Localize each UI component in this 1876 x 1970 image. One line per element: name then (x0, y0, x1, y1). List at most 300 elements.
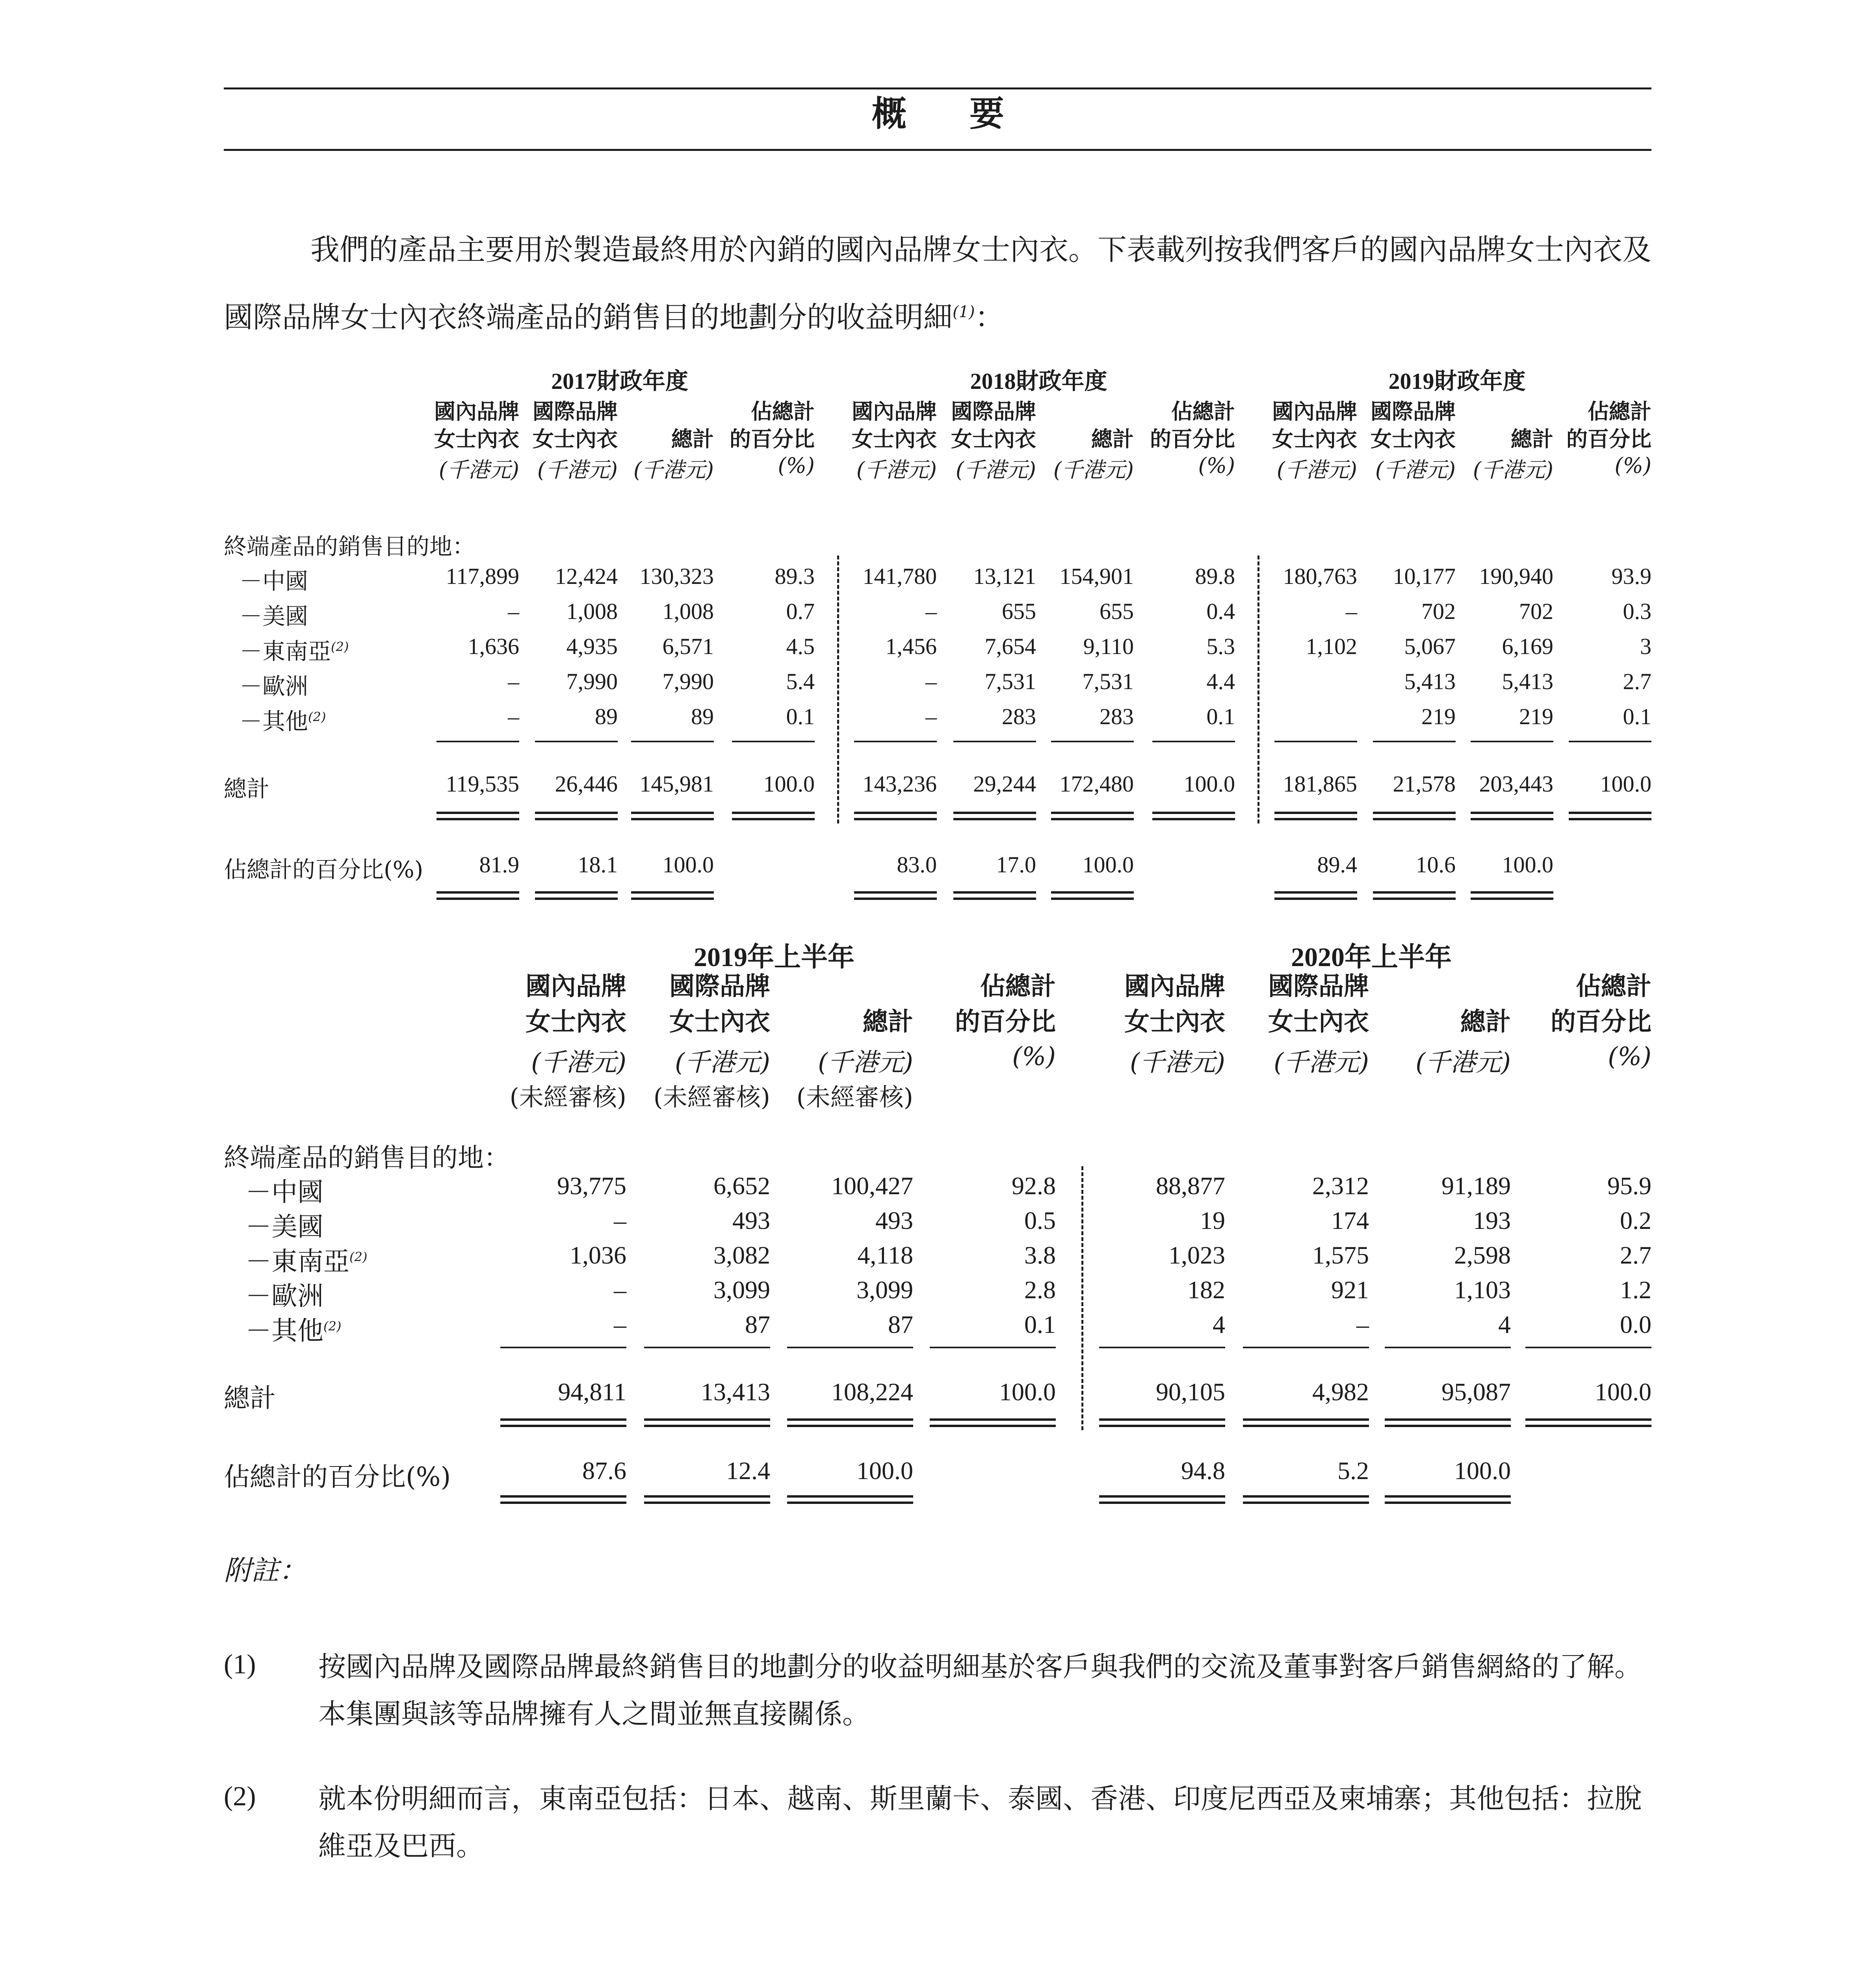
note-1-number: (1) (224, 1649, 256, 1680)
table1-rule-pct-a-c2 (631, 891, 714, 894)
table1-cell-r0-c5: 13,121 (973, 563, 1036, 589)
table1-cell-r3-c5: 7,531 (984, 669, 1036, 694)
table1-rule-pct-b-c10 (1471, 898, 1553, 900)
table1-cell-r4-c1: 89 (595, 704, 618, 729)
table2-row-label-sea-text: －東南亞 (245, 1246, 349, 1277)
table1-cell-r2-c1: 4,935 (566, 634, 618, 659)
table2-total-c7: 100.0 (1595, 1378, 1651, 1406)
table2-rule-pct-a-c2 (787, 1495, 913, 1498)
table2-total-c4: 90,105 (1156, 1378, 1225, 1406)
table1-rule-pct-a-c5 (953, 891, 1036, 894)
table1-rule-total-b-c5 (953, 818, 1036, 820)
table2-col-6-unit: (千港元) (1415, 1048, 1511, 1077)
table1-rule-total-a-c2 (631, 812, 714, 814)
table2-cell-r4-c7: 0.0 (1620, 1310, 1651, 1338)
table1-cell-r4-c4: – (925, 704, 937, 729)
table1-row-label-china-text: －中國 (240, 568, 308, 595)
table2-cell-r1-c4: 19 (1200, 1206, 1225, 1234)
table1-rule-total-b-c7 (1152, 818, 1235, 820)
table1-cell-r3-c6: 7,531 (1082, 669, 1134, 694)
table1-total-c5: 29,244 (973, 771, 1036, 797)
table2-rule-total-a-c0 (500, 1418, 626, 1421)
table2-col-4-header-line-0: 國內品牌 (1124, 972, 1225, 1001)
table2-cell-r3-c2: 3,099 (856, 1276, 913, 1304)
table2-rule-total-a-c1 (644, 1418, 770, 1421)
table2-col-7-unit: (%) (1608, 1042, 1651, 1071)
table1-rule-total-a-c4 (854, 812, 937, 814)
table2-total-c5: 4,982 (1312, 1378, 1369, 1406)
table2-cell-r4-c5: – (1356, 1310, 1369, 1338)
table2-total-c0: 94,811 (558, 1378, 626, 1406)
table1-cell-r0-c3: 89.3 (775, 563, 815, 589)
table1-cell-r4-c6: 283 (1100, 704, 1134, 729)
table1-col-3-header-line-1: 的百分比 (730, 426, 815, 452)
table1-rule-sub-c6 (1051, 741, 1134, 742)
table1-period-0: 2017財政年度 (551, 368, 688, 394)
table1-rule-sub-c0 (436, 741, 519, 742)
table2-cell-r1-c6: 193 (1473, 1206, 1511, 1234)
table2-rule-pct-b-c1 (644, 1502, 770, 1504)
table1-cell-r0-c9: 10,177 (1393, 563, 1456, 589)
table1-rule-total-a-c5 (953, 812, 1036, 814)
table1-rule-pct-a-c0 (436, 891, 519, 894)
page-title: 概要 (871, 93, 1067, 134)
table1-cell-r2-c9: 5,067 (1404, 634, 1456, 659)
table2-rule-total-a-c7 (1525, 1418, 1651, 1421)
table1-cell-r1-c0: – (508, 598, 519, 624)
table2-col-2-unit: (千港元) (818, 1048, 913, 1077)
note-2-number: (2) (224, 1781, 256, 1812)
table1-rule-total-b-c4 (854, 818, 937, 820)
table1-pct-c6: 100.0 (1082, 852, 1134, 877)
table1-pct-c2: 100.0 (662, 852, 714, 877)
table1-rule-sub-c9 (1373, 741, 1456, 742)
table1-pct-c4: 83.0 (897, 852, 937, 877)
table1-row-label-usa (240, 598, 308, 631)
table2-rule-total-b-c0 (500, 1425, 626, 1427)
table2-rule-pct-a-c0 (500, 1495, 626, 1498)
table2-col-0-header-line-1: 女士內衣 (526, 1007, 626, 1037)
table1-rule-total-a-c3 (732, 812, 815, 814)
table1-rule-total-b-c0 (436, 818, 519, 820)
table1-cell-r4-c3: 0.1 (786, 704, 815, 729)
table1-rule-total-a-c11 (1569, 812, 1651, 814)
table2-pct-c1: 12.4 (726, 1457, 770, 1485)
table1-cell-r2-c6: 9,110 (1083, 634, 1134, 659)
table1-col-4-unit: (千港元) (856, 457, 937, 482)
table1-rule-sub-c8 (1274, 741, 1357, 742)
table2-rule-total-a-c6 (1385, 1418, 1511, 1421)
table1-cell-r3-c3: 5.4 (786, 669, 815, 694)
table1-cell-r0-c4: 141,780 (862, 563, 937, 589)
table1-total-c6: 172,480 (1059, 771, 1134, 797)
table1-cell-r3-c0: – (508, 669, 519, 694)
table1-rule-sub-c10 (1471, 741, 1553, 742)
table2-cell-r0-c5: 2,312 (1312, 1172, 1369, 1200)
table2-col-5-header-line-0: 國際品牌 (1268, 972, 1369, 1001)
table1-col-0-unit: (千港元) (438, 457, 519, 482)
table2-pct-c4: 94.8 (1181, 1457, 1225, 1485)
table1-row-label-others (240, 703, 326, 736)
note-1-text: 按國內品牌及國際品牌最終銷售目的地劃分的收益明細基於客戶與我們的交流及董事對客戶銷售網絡的了解。本集團與該等品牌擁有人之間並無直接關係。 (318, 1650, 1642, 1730)
table2-pct-c0: 87.6 (582, 1457, 626, 1485)
table1-total-c8: 181,865 (1283, 771, 1357, 797)
table1-col-8-header-line-1: 女士內衣 (1272, 426, 1357, 452)
table1-rule-total-a-c10 (1471, 812, 1553, 814)
table2-cell-r2-c1: 3,082 (713, 1241, 770, 1269)
table1-cell-r0-c2: 130,323 (639, 563, 714, 589)
table1-rule-sub-c11 (1569, 741, 1651, 742)
table1-col-6-unit: (千港元) (1053, 457, 1134, 482)
table1-rule-total-a-c1 (535, 812, 618, 814)
table1-pct-c5: 17.0 (996, 852, 1036, 877)
table1-cell-r4-c2: 89 (691, 704, 714, 729)
table1-cell-r4-c11: 0.1 (1623, 704, 1651, 729)
table2-rule-total-a-c4 (1099, 1418, 1225, 1421)
table1-col-3-header-line-0: 佔總計 (751, 399, 815, 424)
table2-rule-sub-c3 (930, 1347, 1056, 1348)
table2-section-label: 終端產品的銷售目的地： (224, 1143, 510, 1173)
table2-row-label-china-text: －中國 (245, 1177, 323, 1207)
intro-note-ref: (1) (953, 303, 975, 321)
table1-cell-r3-c11: 2.7 (1623, 669, 1651, 694)
table2-total-c3: 100.0 (999, 1378, 1056, 1406)
table1-rule-total-a-c6 (1051, 812, 1134, 814)
table2-cell-r2-c6: 2,598 (1454, 1241, 1511, 1269)
table1-cell-r1-c5: 655 (1002, 598, 1036, 624)
table2-cell-r4-c4: 4 (1213, 1310, 1225, 1338)
table1-row-label-others-text: －其他 (240, 708, 308, 735)
table1-cell-r2-c2: 6,571 (662, 634, 714, 659)
table2-rule-total-b-c7 (1525, 1425, 1651, 1427)
table1-total-c3: 100.0 (763, 771, 815, 797)
table1-col-10-header-line-1: 總計 (1511, 426, 1553, 452)
table2-rule-pct-a-c5 (1243, 1495, 1369, 1498)
table2-rule-pct-a-c6 (1385, 1495, 1511, 1498)
table1-total-c0: 119,535 (446, 771, 519, 797)
table2-col-3-header-line-0: 佔總計 (980, 972, 1056, 1001)
intro-end: ： (975, 300, 1004, 335)
table2-cell-r1-c1: 493 (732, 1206, 770, 1234)
table1-row-label-europe (240, 668, 308, 701)
table1-cell-r0-c8: 180,763 (1283, 563, 1357, 589)
table1-cell-r3-c9: 5,413 (1404, 669, 1456, 694)
table1-cell-r0-c6: 154,901 (1059, 563, 1134, 589)
table2-col-5-unit: (千港元) (1274, 1048, 1369, 1077)
intro-text: 我們的產品主要用於製造最終用於內銷的國內品牌女士內衣。下表載列按我們客戶的國內品牌女士內衣及國際品牌女士內衣終端產品的銷售目的地劃分的收益明細 (224, 233, 1651, 335)
table2-rule-pct-b-c6 (1385, 1502, 1511, 1504)
table2-rule-pct-b-c5 (1243, 1502, 1369, 1504)
table2-cell-r2-c2: 4,118 (857, 1241, 913, 1269)
table2-col-1-header-line-1: 女士內衣 (669, 1007, 770, 1037)
table1-cell-r1-c8: – (1346, 598, 1357, 624)
table2-rule-total-b-c4 (1099, 1425, 1225, 1427)
table2-rule-sub-c7 (1525, 1347, 1651, 1348)
table1-period-1: 2018財政年度 (970, 368, 1107, 394)
table1-cell-r2-c10: 6,169 (1502, 634, 1553, 659)
table2-cell-r4-c1: 87 (745, 1310, 770, 1338)
table1-rule-total-b-c6 (1051, 818, 1134, 820)
table1-col-10-unit: (千港元) (1473, 457, 1553, 482)
table2-cell-r4-c3: 0.1 (1024, 1310, 1056, 1338)
table2-rule-total-a-c2 (787, 1418, 913, 1421)
table2-total-c6: 95,087 (1441, 1378, 1511, 1406)
table2-rule-pct-b-c0 (500, 1502, 626, 1504)
table2-col-4-unit: (千港元) (1130, 1048, 1225, 1077)
table1-col-1-header-line-0: 國際品牌 (533, 399, 618, 424)
table2-cell-r0-c3: 92.8 (1012, 1172, 1056, 1200)
table1-rule-total-a-c0 (436, 812, 519, 814)
table2-cell-r0-c6: 91,189 (1441, 1172, 1511, 1200)
table1-cell-r2-c4: 1,456 (885, 634, 937, 659)
table2-rule-total-b-c1 (644, 1425, 770, 1427)
table1-total-c1: 26,446 (555, 771, 618, 797)
table1-cell-r3-c4: – (925, 669, 937, 694)
table1-col-9-header-line-0: 國際品牌 (1371, 399, 1456, 424)
table1-rule-pct-a-c10 (1471, 891, 1553, 894)
table1-rule-pct-a-c8 (1274, 891, 1357, 894)
table1-rule-total-b-c11 (1569, 818, 1651, 820)
table2-col-6-header-line-1: 總計 (1460, 1007, 1511, 1037)
table1-col-5-header-line-1: 女士內衣 (951, 426, 1036, 452)
table1-cell-r2-c11: 3 (1640, 634, 1651, 659)
table1-rule-total-b-c8 (1274, 818, 1357, 820)
table1-row-label-others-note-ref: (2) (308, 709, 326, 725)
table2-row-label-usa-text: －美國 (245, 1212, 323, 1242)
table1-rule-pct-a-c4 (854, 891, 937, 894)
intro-paragraph (224, 219, 1662, 349)
table1-rule-total-b-c10 (1471, 818, 1553, 820)
table2-cell-r0-c0: 93,775 (557, 1172, 626, 1200)
table1-col-5-header-line-0: 國際品牌 (951, 399, 1036, 424)
table1-row-label-sea-note-ref: (2) (331, 639, 349, 654)
table2-cell-r4-c2: 87 (888, 1310, 913, 1338)
table1-cell-r3-c1: 7,990 (566, 669, 618, 694)
table1-rule-pct-a-c1 (535, 891, 618, 894)
table1-rule-pct-b-c5 (953, 898, 1036, 900)
table2-rule-pct-a-c1 (644, 1495, 770, 1498)
table1-col-2-header-line-1: 總計 (671, 426, 714, 452)
table1-rule-total-b-c1 (535, 818, 618, 820)
table2-col-2-unaudited: (未經審核) (796, 1083, 913, 1111)
table2-cell-r3-c1: 3,099 (713, 1276, 770, 1304)
table2-cell-r1-c7: 0.2 (1620, 1206, 1651, 1234)
notes-title: 附註： (224, 1554, 306, 1587)
table1-rule-pct-b-c9 (1373, 898, 1456, 900)
table1-pct-c8: 89.4 (1317, 852, 1357, 877)
table2-col-1-header-line-0: 國際品牌 (669, 972, 770, 1001)
header-top-rule (224, 87, 1651, 89)
table2-rule-pct-a-c4 (1099, 1495, 1225, 1498)
table2-rule-total-a-c3 (930, 1418, 1056, 1421)
table2-row-label-others-text: －其他 (245, 1316, 323, 1346)
table2-pct-c6: 100.0 (1454, 1457, 1511, 1485)
table1-col-1-header-line-1: 女士內衣 (533, 426, 618, 452)
table2-period-0: 2019年上半年 (693, 942, 854, 972)
table2-rule-total-b-c5 (1243, 1425, 1369, 1427)
table1-col-2-unit: (千港元) (633, 457, 714, 482)
table1-row-label-europe-text: －歐洲 (240, 673, 308, 700)
table2-col-1-unaudited: (未經審核) (653, 1083, 770, 1111)
table2-rule-sub-c4 (1099, 1347, 1225, 1348)
table2-rule-pct-b-c2 (787, 1502, 913, 1504)
table1-total-c9: 21,578 (1393, 771, 1456, 797)
table2-cell-r0-c1: 6,652 (713, 1172, 770, 1200)
table2-rule-total-b-c2 (787, 1425, 913, 1427)
table2-col-0-header-line-0: 國內品牌 (526, 972, 626, 1001)
table2-rule-total-a-c5 (1243, 1418, 1369, 1421)
table2-rule-total-b-c6 (1385, 1425, 1511, 1427)
table2-row-label-europe-text: －歐洲 (245, 1281, 323, 1311)
table1-total-c10: 203,443 (1479, 771, 1553, 797)
table1-col-11-unit: (%) (1614, 453, 1651, 478)
table2-rule-sub-c5 (1243, 1347, 1369, 1348)
table2-row-label-china (245, 1171, 323, 1208)
table1-cell-r2-c7: 5.3 (1206, 634, 1235, 659)
table1-cell-r0-c0: 117,899 (446, 563, 519, 589)
table2-period-1: 2020年上半年 (1291, 942, 1452, 972)
table1-cell-r0-c1: 12,424 (555, 563, 618, 589)
table2-col-3-unit: (%) (1012, 1042, 1056, 1071)
table1-cell-r3-c10: 5,413 (1502, 669, 1553, 694)
table2-pct-c2: 100.0 (856, 1457, 913, 1485)
table1-col-0-header-line-1: 女士內衣 (434, 426, 519, 452)
table2-rule-sub-c6 (1385, 1347, 1511, 1348)
table2-group-separator-0 (1081, 1166, 1083, 1430)
table1-section-label: 終端產品的銷售目的地： (224, 533, 476, 560)
table1-cell-r1-c7: 0.4 (1206, 598, 1235, 624)
table2-rule-total-b-c3 (930, 1425, 1056, 1427)
table1-col-4-header-line-0: 國內品牌 (852, 399, 937, 424)
table1-cell-r1-c2: 1,008 (662, 598, 714, 624)
table1-rule-pct-b-c2 (631, 898, 714, 900)
table2-col-1-unit: (千港元) (675, 1048, 770, 1077)
table1-rule-total-a-c9 (1373, 812, 1456, 814)
table1-rule-total-a-c8 (1274, 812, 1357, 814)
table2-col-7-header-line-1: 的百分比 (1551, 1007, 1651, 1037)
table1-pct-c0: 81.9 (479, 852, 519, 877)
table2-row-label-others-note-ref: (2) (323, 1319, 342, 1334)
table1-cell-r3-c2: 7,990 (662, 669, 714, 694)
table1-pct-c1: 18.1 (578, 852, 618, 877)
table2-cell-r4-c6: 4 (1498, 1310, 1511, 1338)
table1-cell-r1-c10: 702 (1519, 598, 1553, 624)
table1-col-4-header-line-1: 女士內衣 (852, 426, 937, 452)
table1-period-2: 2019財政年度 (1388, 368, 1526, 394)
table1-rule-sub-c2 (631, 741, 714, 742)
table2-cell-r1-c2: 493 (875, 1206, 913, 1234)
table1-cell-r2-c8: 1,102 (1306, 634, 1357, 659)
table1-total-c2: 145,981 (639, 771, 714, 797)
table1-cell-r0-c7: 89.8 (1195, 563, 1235, 589)
table2-col-0-unaudited: (未經審核) (509, 1083, 626, 1111)
table1-rule-sub-c4 (854, 741, 937, 742)
table1-cell-r2-c0: 1,636 (468, 634, 519, 659)
table2-col-4-header-line-1: 女士內衣 (1124, 1007, 1225, 1037)
table2-row-label-usa (245, 1206, 323, 1243)
table1-rule-pct-b-c0 (436, 898, 519, 900)
table1-rule-sub-c1 (535, 741, 618, 742)
table2-total-label: 總計 (224, 1383, 276, 1413)
table1-rule-total-a-c7 (1152, 812, 1235, 814)
table1-cell-r2-c5: 7,654 (984, 634, 1036, 659)
note-2-text: 就本份明細而言，東南亞包括：日本、越南、斯里蘭卡、泰國、香港、印度尼西亞及柬埔寨；其他包括：拉脫維亞及巴西。 (318, 1782, 1642, 1862)
table1-total-label: 總計 (224, 775, 270, 802)
table1-cell-r4-c10: 219 (1519, 704, 1553, 729)
table2-cell-r3-c5: 921 (1331, 1276, 1369, 1304)
table2-rule-sub-c0 (500, 1347, 626, 1348)
table1-rule-sub-c7 (1152, 741, 1235, 742)
table1-col-8-unit: (千港元) (1276, 457, 1357, 482)
table1-col-3-unit: (%) (778, 453, 815, 478)
table1-total-c11: 100.0 (1600, 771, 1651, 797)
table2-rule-sub-c1 (644, 1347, 770, 1348)
table1-rule-total-b-c3 (732, 818, 815, 820)
table1-row-label-sea-text: －東南亞 (240, 638, 331, 665)
table1-cell-r2-c3: 4.5 (786, 634, 815, 659)
table2-col-0-unit: (千港元) (531, 1048, 626, 1077)
table1-col-6-header-line-1: 總計 (1091, 426, 1134, 452)
table1-col-8-header-line-0: 國內品牌 (1272, 399, 1357, 424)
table2-cell-r0-c4: 88,877 (1156, 1172, 1225, 1200)
table1-cell-r0-c11: 93.9 (1611, 563, 1651, 589)
table1-cell-r4-c5: 283 (1002, 704, 1036, 729)
table1-col-11-header-line-1: 的百分比 (1566, 426, 1651, 452)
table2-row-label-europe (245, 1275, 323, 1312)
table1-cell-r4-c7: 0.1 (1206, 704, 1235, 729)
header-bottom-rule (224, 149, 1651, 151)
table2-cell-r4-c0: – (614, 1310, 626, 1338)
table2-cell-r2-c4: 1,023 (1168, 1241, 1225, 1269)
table1-row-label-china (240, 563, 308, 596)
table1-col-1-unit: (千港元) (537, 457, 618, 482)
table2-col-5-header-line-1: 女士內衣 (1268, 1007, 1369, 1037)
table1-rule-pct-b-c4 (854, 898, 937, 900)
table1-cell-r1-c4: – (925, 598, 937, 624)
table2-col-7-header-line-0: 佔總計 (1576, 972, 1651, 1001)
table2-row-label-sea (245, 1240, 367, 1278)
table1-row-label-sea (240, 633, 349, 666)
table2-cell-r2-c7: 2.7 (1620, 1241, 1651, 1269)
table1-pct-c9: 10.6 (1415, 852, 1456, 877)
table2-cell-r3-c7: 1.2 (1620, 1276, 1651, 1304)
table1-pct-c10: 100.0 (1502, 852, 1553, 877)
table2-cell-r1-c0: – (614, 1206, 626, 1234)
table1-col-7-header-line-0: 佔總計 (1171, 399, 1235, 424)
table1-rule-sub-c5 (953, 741, 1036, 742)
table1-group-separator-0 (837, 556, 839, 823)
table1-cell-r0-c10: 190,940 (1479, 563, 1553, 589)
table2-rule-sub-c2 (787, 1347, 913, 1348)
table2-cell-r2-c3: 3.8 (1024, 1241, 1056, 1269)
table1-rule-total-b-c9 (1373, 818, 1456, 820)
table2-total-c1: 13,413 (701, 1378, 770, 1406)
table1-rule-pct-b-c8 (1274, 898, 1357, 900)
table1-col-9-unit: (千港元) (1375, 457, 1456, 482)
table2-pct-label: 佔總計的百分比(%) (224, 1462, 451, 1492)
table2-cell-r0-c2: 100,427 (831, 1172, 913, 1200)
table2-col-2-header-line-1: 總計 (863, 1007, 913, 1037)
table2-row-label-sea-note-ref: (2) (349, 1249, 368, 1264)
table1-rule-pct-b-c6 (1051, 898, 1134, 900)
table1-rule-total-b-c2 (631, 818, 714, 820)
table2-cell-r2-c5: 1,575 (1312, 1241, 1369, 1269)
table1-cell-r1-c11: 0.3 (1623, 598, 1651, 624)
table1-cell-r3-c7: 4.4 (1206, 669, 1235, 694)
table1-pct-label: 佔總計的百分比(%) (224, 856, 423, 883)
table2-row-label-others (245, 1310, 341, 1347)
table2-cell-r0-c7: 95.9 (1607, 1172, 1651, 1200)
